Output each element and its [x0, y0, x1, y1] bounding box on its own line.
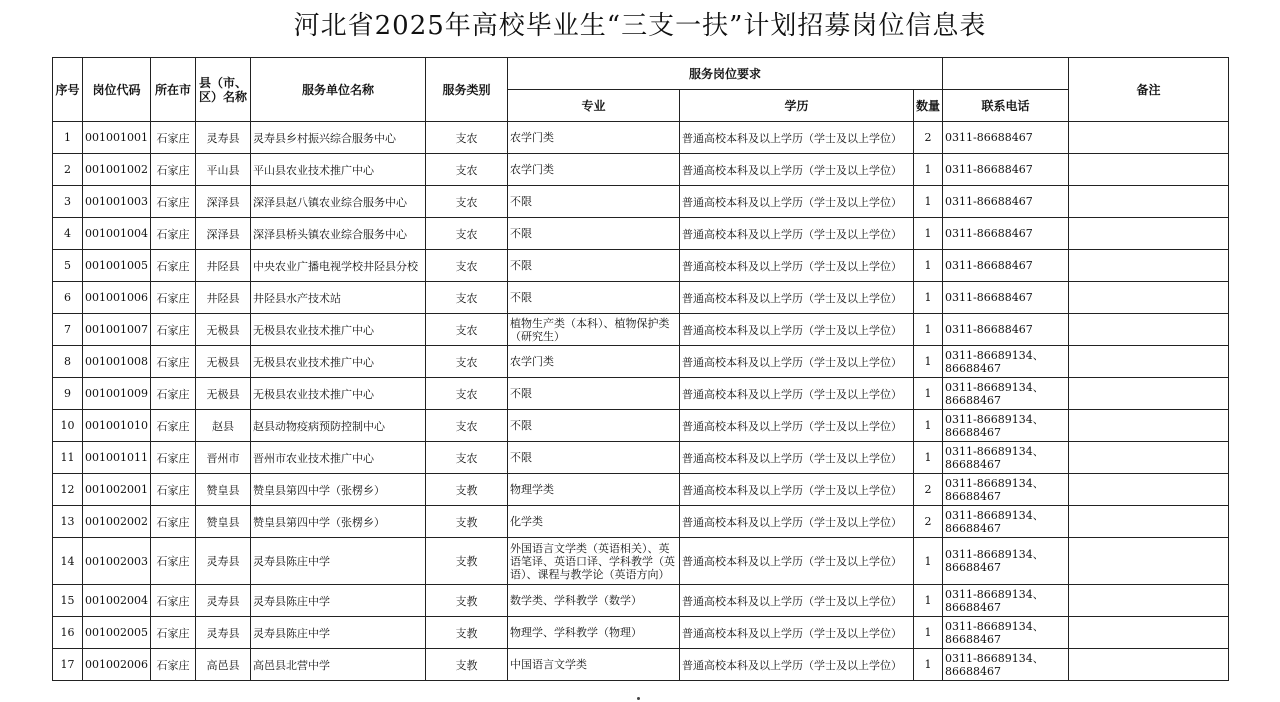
table-body	[53, 122, 1229, 681]
cell-major: 物理学、学科教学（物理）	[508, 617, 680, 649]
cell-major: 不限	[508, 378, 680, 410]
cell-count: 1	[914, 250, 943, 282]
cell-count: 1	[914, 585, 943, 617]
cell-county: 平山县	[196, 154, 251, 186]
cell-type: 支农	[426, 346, 508, 378]
table-header	[53, 58, 1229, 122]
cell-education: 普通高校本科及以上学历（学士及以上学位）	[680, 617, 914, 649]
cell-unit: 赵县动物疫病预防控制中心	[251, 410, 426, 442]
cell-education: 普通高校本科及以上学历（学士及以上学位）	[680, 154, 914, 186]
cell-city: 石家庄	[151, 186, 196, 218]
header-requirements: 服务岗位要求	[508, 58, 943, 90]
table-row	[53, 186, 1229, 218]
cell-major: 农学门类	[508, 154, 680, 186]
cell-city: 石家庄	[151, 282, 196, 314]
cell-unit: 无极县农业技术推广中心	[251, 314, 426, 346]
cell-unit: 灵寿县陈庄中学	[251, 617, 426, 649]
cell-unit: 赞皇县第四中学（张楞乡）	[251, 506, 426, 538]
cell-code: 001001007	[83, 314, 151, 346]
cell-code: 001001004	[83, 218, 151, 250]
cell-seq: 17	[53, 649, 83, 681]
cell-major: 外国语言文学类（英语相关）、英语笔译、英语口译、学科教学（英语）、课程与教学论（英语方向）	[508, 538, 680, 585]
table-row	[53, 410, 1229, 442]
cell-seq: 14	[53, 538, 83, 585]
cell-count: 2	[914, 506, 943, 538]
cell-seq: 13	[53, 506, 83, 538]
header-major: 专业	[508, 90, 680, 122]
cell-type: 支农	[426, 186, 508, 218]
cell-major: 中国语言文学类	[508, 649, 680, 681]
cell-major: 植物生产类（本科）、植物保护类（研究生）	[508, 314, 680, 346]
cell-city: 石家庄	[151, 122, 196, 154]
cell-education: 普通高校本科及以上学历（学士及以上学位）	[680, 649, 914, 681]
cell-county: 灵寿县	[196, 585, 251, 617]
cell-seq: 2	[53, 154, 83, 186]
cell-education: 普通高校本科及以上学历（学士及以上学位）	[680, 314, 914, 346]
cell-type: 支教	[426, 617, 508, 649]
cell-education: 普通高校本科及以上学历（学士及以上学位）	[680, 538, 914, 585]
header-city: 所在市	[151, 58, 196, 122]
cell-education: 普通高校本科及以上学历（学士及以上学位）	[680, 186, 914, 218]
table-row	[53, 250, 1229, 282]
cell-code: 001001010	[83, 410, 151, 442]
cell-code: 001001001	[83, 122, 151, 154]
cell-type: 支农	[426, 218, 508, 250]
cell-remark	[1069, 585, 1229, 617]
table-row	[53, 122, 1229, 154]
cell-remark	[1069, 442, 1229, 474]
cell-phone: 0311-86689134、86688467	[943, 346, 1069, 378]
cell-unit: 深泽县赵八镇农业综合服务中心	[251, 186, 426, 218]
cell-major: 不限	[508, 250, 680, 282]
cell-major: 化学类	[508, 506, 680, 538]
cell-remark	[1069, 122, 1229, 154]
cell-code: 001002003	[83, 538, 151, 585]
cell-seq: 5	[53, 250, 83, 282]
cell-major: 数学类、学科教学（数学）	[508, 585, 680, 617]
cell-phone: 0311-86689134、86688467	[943, 585, 1069, 617]
cell-type: 支教	[426, 506, 508, 538]
table-row	[53, 154, 1229, 186]
cell-remark	[1069, 250, 1229, 282]
cell-count: 2	[914, 122, 943, 154]
cell-city: 石家庄	[151, 378, 196, 410]
cell-count: 1	[914, 346, 943, 378]
cell-county: 无极县	[196, 346, 251, 378]
cell-phone: 0311-86688467	[943, 282, 1069, 314]
cell-county: 深泽县	[196, 186, 251, 218]
cell-seq: 12	[53, 474, 83, 506]
cell-education: 普通高校本科及以上学历（学士及以上学位）	[680, 506, 914, 538]
cell-education: 普通高校本科及以上学历（学士及以上学位）	[680, 585, 914, 617]
table-row	[53, 442, 1229, 474]
cell-city: 石家庄	[151, 442, 196, 474]
cell-phone: 0311-86689134、86688467	[943, 410, 1069, 442]
header-phone: 联系电话	[943, 90, 1069, 122]
table-row	[53, 378, 1229, 410]
cell-education: 普通高校本科及以上学历（学士及以上学位）	[680, 122, 914, 154]
cell-city: 石家庄	[151, 410, 196, 442]
cell-type: 支教	[426, 649, 508, 681]
cell-city: 石家庄	[151, 538, 196, 585]
cell-remark	[1069, 154, 1229, 186]
cell-county: 井陉县	[196, 282, 251, 314]
table-row	[53, 617, 1229, 649]
header-education: 学历	[680, 90, 914, 122]
cell-seq: 4	[53, 218, 83, 250]
header-remark: 备注	[1069, 58, 1229, 122]
cell-county: 高邑县	[196, 649, 251, 681]
cell-unit: 晋州市农业技术推广中心	[251, 442, 426, 474]
cell-seq: 10	[53, 410, 83, 442]
cell-count: 1	[914, 186, 943, 218]
cell-city: 石家庄	[151, 474, 196, 506]
cell-remark	[1069, 506, 1229, 538]
cell-county: 赞皇县	[196, 474, 251, 506]
header-blank	[943, 58, 1069, 90]
cell-city: 石家庄	[151, 506, 196, 538]
cell-seq: 8	[53, 346, 83, 378]
cell-city: 石家庄	[151, 585, 196, 617]
cell-code: 001002004	[83, 585, 151, 617]
cell-major: 不限	[508, 218, 680, 250]
cell-remark	[1069, 474, 1229, 506]
table-row	[53, 218, 1229, 250]
cell-count: 1	[914, 442, 943, 474]
cell-phone: 0311-86689134、86688467	[943, 474, 1069, 506]
cell-code: 001001005	[83, 250, 151, 282]
cell-education: 普通高校本科及以上学历（学士及以上学位）	[680, 346, 914, 378]
cell-education: 普通高校本科及以上学历（学士及以上学位）	[680, 410, 914, 442]
cell-city: 石家庄	[151, 154, 196, 186]
table-row	[53, 649, 1229, 681]
header-count: 数量	[914, 90, 943, 122]
cell-phone: 0311-86689134、86688467	[943, 378, 1069, 410]
cell-type: 支教	[426, 538, 508, 585]
cell-type: 支农	[426, 154, 508, 186]
cell-count: 1	[914, 649, 943, 681]
cell-code: 001001011	[83, 442, 151, 474]
cell-code: 001001009	[83, 378, 151, 410]
cell-major: 物理学类	[508, 474, 680, 506]
cell-unit: 平山县农业技术推广中心	[251, 154, 426, 186]
cell-seq: 16	[53, 617, 83, 649]
cell-phone: 0311-86688467	[943, 250, 1069, 282]
header-unit: 服务单位名称	[251, 58, 426, 122]
cell-code: 001002005	[83, 617, 151, 649]
cell-remark	[1069, 314, 1229, 346]
cell-seq: 1	[53, 122, 83, 154]
cell-unit: 中央农业广播电视学校井陉县分校	[251, 250, 426, 282]
cell-count: 2	[914, 474, 943, 506]
cell-type: 支农	[426, 378, 508, 410]
cell-phone: 0311-86689134、86688467	[943, 649, 1069, 681]
cell-phone: 0311-86688467	[943, 314, 1069, 346]
table-row	[53, 346, 1229, 378]
cell-type: 支农	[426, 250, 508, 282]
cell-county: 赞皇县	[196, 506, 251, 538]
cell-code: 001001006	[83, 282, 151, 314]
recruitment-table	[52, 57, 1229, 681]
cell-education: 普通高校本科及以上学历（学士及以上学位）	[680, 474, 914, 506]
cell-city: 石家庄	[151, 250, 196, 282]
cell-phone: 0311-86689134、86688467	[943, 506, 1069, 538]
cell-type: 支教	[426, 585, 508, 617]
cell-unit: 灵寿县乡村振兴综合服务中心	[251, 122, 426, 154]
cell-count: 1	[914, 218, 943, 250]
cell-seq: 7	[53, 314, 83, 346]
cell-remark	[1069, 186, 1229, 218]
cell-remark	[1069, 617, 1229, 649]
cell-phone: 0311-86688467	[943, 186, 1069, 218]
header-code: 岗位代码	[83, 58, 151, 122]
cell-phone: 0311-86689134、86688467	[943, 538, 1069, 585]
cell-phone: 0311-86689134、86688467	[943, 442, 1069, 474]
cell-seq: 9	[53, 378, 83, 410]
cell-unit: 赞皇县第四中学（张楞乡）	[251, 474, 426, 506]
cell-type: 支农	[426, 314, 508, 346]
cell-unit: 井陉县水产技术站	[251, 282, 426, 314]
table-row	[53, 506, 1229, 538]
cell-county: 灵寿县	[196, 617, 251, 649]
cell-major: 农学门类	[508, 346, 680, 378]
cell-major: 不限	[508, 442, 680, 474]
cell-type: 支教	[426, 474, 508, 506]
cell-unit: 高邑县北营中学	[251, 649, 426, 681]
cell-code: 001001008	[83, 346, 151, 378]
cell-count: 1	[914, 378, 943, 410]
cell-seq: 11	[53, 442, 83, 474]
cell-phone: 0311-86688467	[943, 154, 1069, 186]
cell-count: 1	[914, 314, 943, 346]
header-county: 县（市、区）名称	[196, 58, 251, 122]
cell-type: 支农	[426, 282, 508, 314]
cell-count: 1	[914, 410, 943, 442]
cell-city: 石家庄	[151, 649, 196, 681]
table-row	[53, 585, 1229, 617]
table-row	[53, 314, 1229, 346]
cell-county: 灵寿县	[196, 122, 251, 154]
cell-unit: 深泽县桥头镇农业综合服务中心	[251, 218, 426, 250]
cell-county: 赵县	[196, 410, 251, 442]
cell-education: 普通高校本科及以上学历（学士及以上学位）	[680, 282, 914, 314]
cell-code: 001002001	[83, 474, 151, 506]
cell-remark	[1069, 282, 1229, 314]
cell-unit: 灵寿县陈庄中学	[251, 585, 426, 617]
cell-education: 普通高校本科及以上学历（学士及以上学位）	[680, 218, 914, 250]
cell-education: 普通高校本科及以上学历（学士及以上学位）	[680, 378, 914, 410]
cell-county: 无极县	[196, 314, 251, 346]
cell-type: 支农	[426, 410, 508, 442]
cell-city: 石家庄	[151, 218, 196, 250]
page-title: 河北省2025年高校毕业生“三支一扶”计划招募岗位信息表	[293, 11, 987, 41]
cell-education: 普通高校本科及以上学历（学士及以上学位）	[680, 250, 914, 282]
cell-seq: 3	[53, 186, 83, 218]
cell-county: 深泽县	[196, 218, 251, 250]
cell-county: 灵寿县	[196, 538, 251, 585]
cell-major: 不限	[508, 186, 680, 218]
cell-code: 001001003	[83, 186, 151, 218]
cell-remark	[1069, 378, 1229, 410]
cell-code: 001002002	[83, 506, 151, 538]
cell-type: 支农	[426, 442, 508, 474]
cell-seq: 15	[53, 585, 83, 617]
cell-city: 石家庄	[151, 314, 196, 346]
cell-count: 1	[914, 154, 943, 186]
header-type: 服务类别	[426, 58, 508, 122]
cell-remark	[1069, 218, 1229, 250]
cell-major: 不限	[508, 282, 680, 314]
cell-county: 井陉县	[196, 250, 251, 282]
cell-phone: 0311-86688467	[943, 122, 1069, 154]
cell-remark	[1069, 346, 1229, 378]
cell-code: 001001002	[83, 154, 151, 186]
table-row	[53, 538, 1229, 585]
cell-unit: 灵寿县陈庄中学	[251, 538, 426, 585]
cell-remark	[1069, 410, 1229, 442]
table-row	[53, 474, 1229, 506]
cell-remark	[1069, 538, 1229, 585]
cell-major: 农学门类	[508, 122, 680, 154]
cell-count: 1	[914, 617, 943, 649]
cell-major: 不限	[508, 410, 680, 442]
cell-unit: 无极县农业技术推广中心	[251, 378, 426, 410]
cell-seq: 6	[53, 282, 83, 314]
cell-city: 石家庄	[151, 346, 196, 378]
header-seq: 序号	[53, 58, 83, 122]
cell-county: 无极县	[196, 378, 251, 410]
cell-count: 1	[914, 282, 943, 314]
cell-unit: 无极县农业技术推广中心	[251, 346, 426, 378]
cell-remark	[1069, 649, 1229, 681]
cell-phone: 0311-86689134、86688467	[943, 617, 1069, 649]
cell-city: 石家庄	[151, 617, 196, 649]
cell-count: 1	[914, 538, 943, 585]
cell-phone: 0311-86688467	[943, 218, 1069, 250]
cell-type: 支农	[426, 122, 508, 154]
cell-education: 普通高校本科及以上学历（学士及以上学位）	[680, 442, 914, 474]
table-row	[53, 282, 1229, 314]
cell-code: 001002006	[83, 649, 151, 681]
cell-county: 晋州市	[196, 442, 251, 474]
scan-dot	[637, 697, 640, 700]
